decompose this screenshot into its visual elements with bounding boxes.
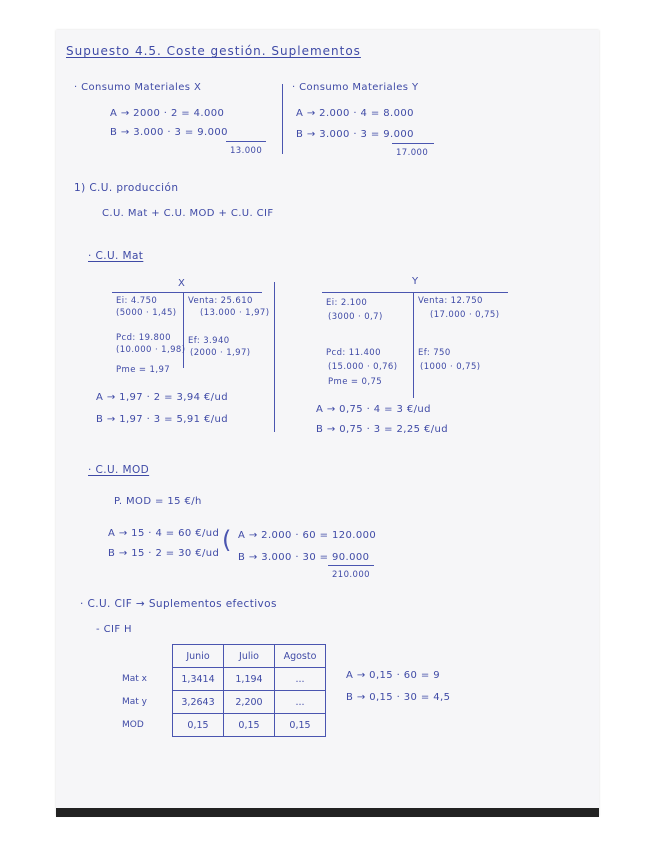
col-julio: Julio <box>224 645 275 668</box>
table-header-row <box>122 645 326 668</box>
ledger-x-ef-calc: (2000 · 1,97) <box>190 348 251 358</box>
consumo-y-sum-line <box>392 143 434 144</box>
ledger-x-venta: Venta: 25.610 <box>188 296 253 306</box>
table-cell: 0,15 <box>224 714 275 737</box>
ledger-x-pcd-calc: (10.000 · 1,98) <box>116 345 186 355</box>
table-row <box>122 691 326 714</box>
table-row <box>122 668 326 691</box>
mod-total-a: A → 2.000 · 60 = 120.000 <box>238 530 377 541</box>
ledger-x-pcd: Pcd: 19.800 <box>116 333 171 343</box>
consumo-x-line-b: B → 3.000 · 3 = 9.000 <box>110 127 228 138</box>
table-cell: 2,200 <box>224 691 275 714</box>
ledger-y-ei-calc: (3000 · 0,7) <box>328 312 383 322</box>
paper-shadow-edge <box>56 808 599 817</box>
ledger-y-venta-calc: (17.000 · 0,75) <box>430 310 500 320</box>
cu-produccion-header: 1) C.U. producción <box>74 182 179 194</box>
mod-brace: ( <box>222 526 232 554</box>
ledger-x-ef: Ef: 3.940 <box>188 336 230 346</box>
ledger-x-label: X <box>178 278 186 289</box>
mod-per-unit-a: A → 15 · 4 = 60 €/ud <box>108 528 220 539</box>
consumo-y-line-a: A → 2.000 · 4 = 8.000 <box>296 108 414 119</box>
cif-sub: - CIF H <box>96 624 132 635</box>
col-junio: Junio <box>173 645 224 668</box>
table-cell: ... <box>275 691 326 714</box>
row-label-mat-x: Mat x <box>122 668 173 691</box>
ledger-x-ei-calc: (5000 · 1,45) <box>116 308 177 318</box>
ledger-x-venta-calc: (13.000 · 1,97) <box>200 308 270 318</box>
mod-rate: P. MOD = 15 €/h <box>114 496 202 507</box>
table-cell: ... <box>275 668 326 691</box>
consumo-x-header: · Consumo Materiales X <box>74 82 202 93</box>
cu-produccion-formula: C.U. Mat + C.U. MOD + C.U. CIF <box>102 208 274 219</box>
page-title: Supuesto 4.5. Coste gestión. Suplementos <box>66 44 361 58</box>
ledger-y-pcd: Pcd: 11.400 <box>326 348 381 358</box>
cu-cif-header: · C.U. CIF → Suplementos efectivos <box>80 598 277 610</box>
mod-per-unit-b: B → 15 · 2 = 30 €/ud <box>108 548 220 559</box>
ledger-y-result-b: B → 0,75 · 3 = 2,25 €/ud <box>316 424 448 435</box>
ledger-y-label: Y <box>412 276 419 287</box>
ledger-y-pme: Pme = 0,75 <box>328 377 383 387</box>
ledger-y-ei: Ei: 2.100 <box>326 298 368 308</box>
ledger-x-mid-line <box>183 292 184 368</box>
row-label-mat-y: Mat y <box>122 691 173 714</box>
cif-table <box>122 644 326 737</box>
ledger-y-ef: Ef: 750 <box>418 348 451 358</box>
table-cell: 0,15 <box>275 714 326 737</box>
cu-mat-header: · C.U. Mat <box>88 250 144 262</box>
consumo-y-line-b: B → 3.000 · 3 = 9.000 <box>296 129 414 140</box>
table-cell: 0,15 <box>173 714 224 737</box>
table-corner <box>122 645 173 668</box>
mod-total-sum: 210.000 <box>332 570 370 580</box>
ledger-y-result-a: A → 0,75 · 4 = 3 €/ud <box>316 404 431 415</box>
ledger-x-ei: Ei: 4.750 <box>116 296 158 306</box>
table-cell: 1,194 <box>224 668 275 691</box>
table-row <box>122 714 326 737</box>
table-cell: 3,2643 <box>173 691 224 714</box>
mod-sum-line <box>328 565 374 566</box>
ledger-y-mid-line <box>413 292 414 398</box>
cif-result-a: A → 0,15 · 60 = 9 <box>346 670 441 681</box>
ledger-x-result-a: A → 1,97 · 2 = 3,94 €/ud <box>96 392 228 403</box>
ledger-y-pcd-calc: (15.000 · 0,76) <box>328 362 398 372</box>
ledger-x-pme: Pme = 1,97 <box>116 365 171 375</box>
ledger-x-top-line <box>112 292 262 293</box>
row-label-mod: MOD <box>122 714 173 737</box>
cif-result-b: B → 0,15 · 30 = 4,5 <box>346 692 451 703</box>
consumo-y-header: · Consumo Materiales Y <box>292 82 419 93</box>
ledger-y-venta: Venta: 12.750 <box>418 296 483 306</box>
consumo-x-line-a: A → 2000 · 2 = 4.000 <box>110 108 225 119</box>
mod-total-b: B → 3.000 · 30 = 90.000 <box>238 552 370 563</box>
consumo-x-sum-line <box>226 141 266 142</box>
cu-mod-header: · C.U. MOD <box>88 464 150 476</box>
consumo-x-total: 13.000 <box>230 146 263 156</box>
ledger-y-ef-calc: (1000 · 0,75) <box>420 362 481 372</box>
consumo-divider <box>282 84 283 154</box>
col-agosto: Agosto <box>275 645 326 668</box>
table-cell: 1,3414 <box>173 668 224 691</box>
mat-divider <box>274 282 275 432</box>
consumo-y-total: 17.000 <box>396 148 429 158</box>
ledger-y-top-line <box>322 292 508 293</box>
ledger-x-result-b: B → 1,97 · 3 = 5,91 €/ud <box>96 414 228 425</box>
